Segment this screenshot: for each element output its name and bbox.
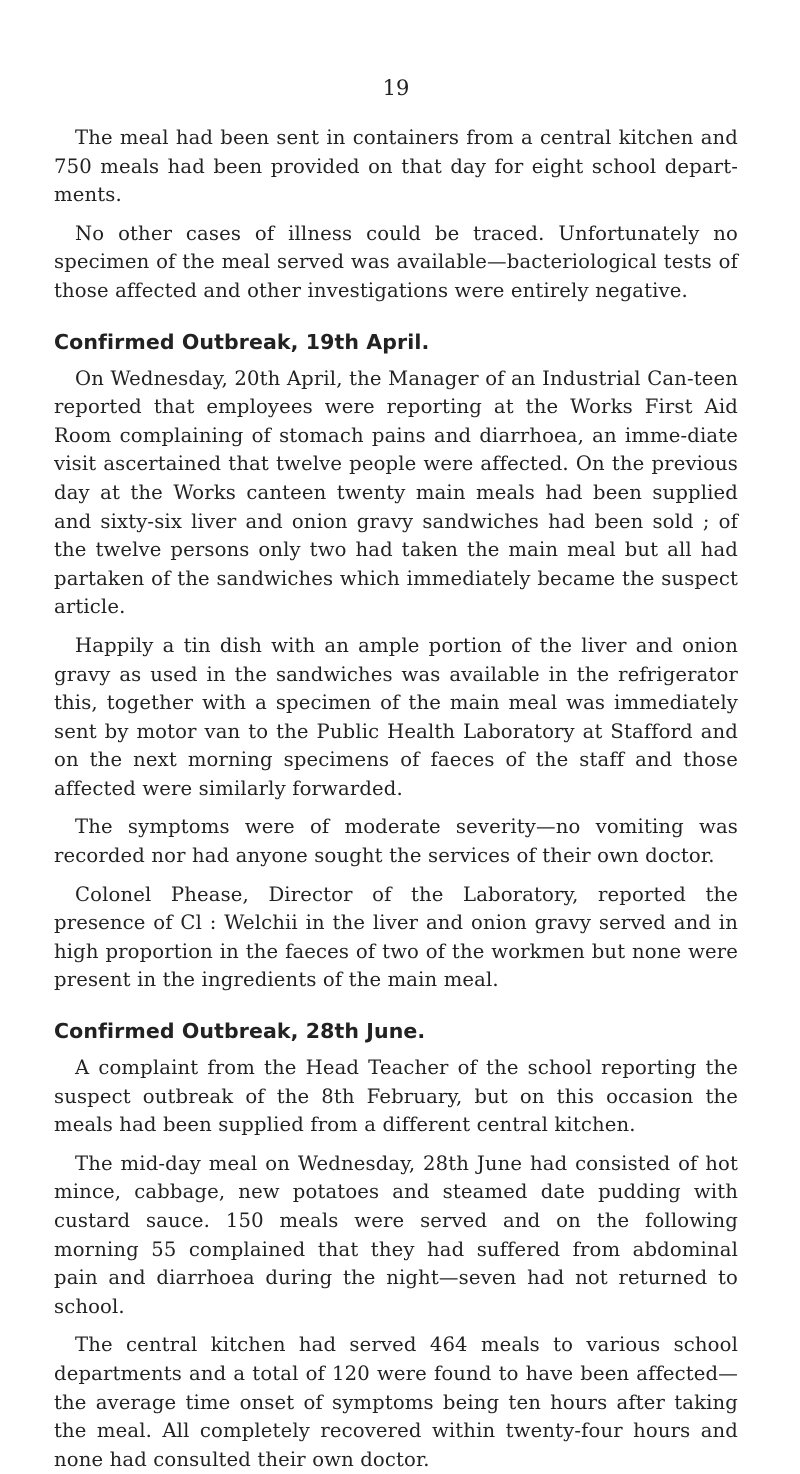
paragraph: A complaint from the Head Teacher of the school reporting the suspect outbreak of the 8th February, but on this occasion the meals had been supplied from a different central kitchen. — [54, 1056, 738, 1137]
paragraph: Happily a tin dish with an ample portion of the liver and onion gravy as used in the sandwiches was available in the refrigerator this, together with a specimen of the main meal was immediately sent by motor van to the Public Health Laboratory at Stafford and on the next morning specimens of faeces of the staff and those affected were similarly forwarded. — [54, 633, 738, 800]
document-body — [54, 124, 738, 1474]
section-heading-28th-june: Confirmed Outbreak, 28th June. — [54, 1019, 426, 1044]
paragraph: On Wednesday, 20th April, the Manager of an Industrial Can-teen reported that employees were reporting at the Works First Aid Room complaining of stomach pains and diarrhoea, an imme-diate visit ascertained that twelve people were affected. On the previous day at the Works canteen twenty main meals had been supplied and sixty-six liver and onion gravy sandwiches had been sold ; of the twelve persons only two had taken the main meal but all had partaken of the sandwiches which immediately became the suspect article. — [54, 366, 738, 619]
paragraph: The symptoms were of moderate severity—no vomiting was recorded nor had anyone sought the services of their own doctor. — [54, 815, 738, 868]
paragraph: The mid-day meal on Wednesday, 28th June had consisted of hot mince, cabbage, new potatoes and steamed date pudding with custard sauce. 150 meals were served and on the following morning 55 complained that they had suffered from abdominal pain and diarrhoea during the night—seven had not returned to school. — [54, 1151, 738, 1318]
paragraph: No other cases of illness could be traced. Unfortunately no specimen of the meal served was available—bacteriological tests of those affected and other investigations were entirely negative. — [54, 221, 738, 302]
section-heading-19th-april: Confirmed Outbreak, 19th April. — [54, 329, 430, 354]
paragraph: The meal had been sent in containers from a central kitchen and 750 meals had been provided on that day for eight school depart-ments. — [54, 126, 738, 207]
paragraph: The central kitchen had served 464 meals to various school departments and a total of 120 were found to have been affected—the average time onset of symptoms being ten hours after taking the meal. All completely recovered within twenty-four hours and none had consulted their own doctor. — [54, 1333, 738, 1471]
paragraph: Colonel Phease, Director of the Laboratory, reported the presence of Cl : Welchii in the liver and onion gravy served and in high proportion in the faeces of two of the workmen but none were present in the ingredients of the main meal. — [54, 882, 738, 992]
page-number: 19 — [382, 76, 410, 100]
